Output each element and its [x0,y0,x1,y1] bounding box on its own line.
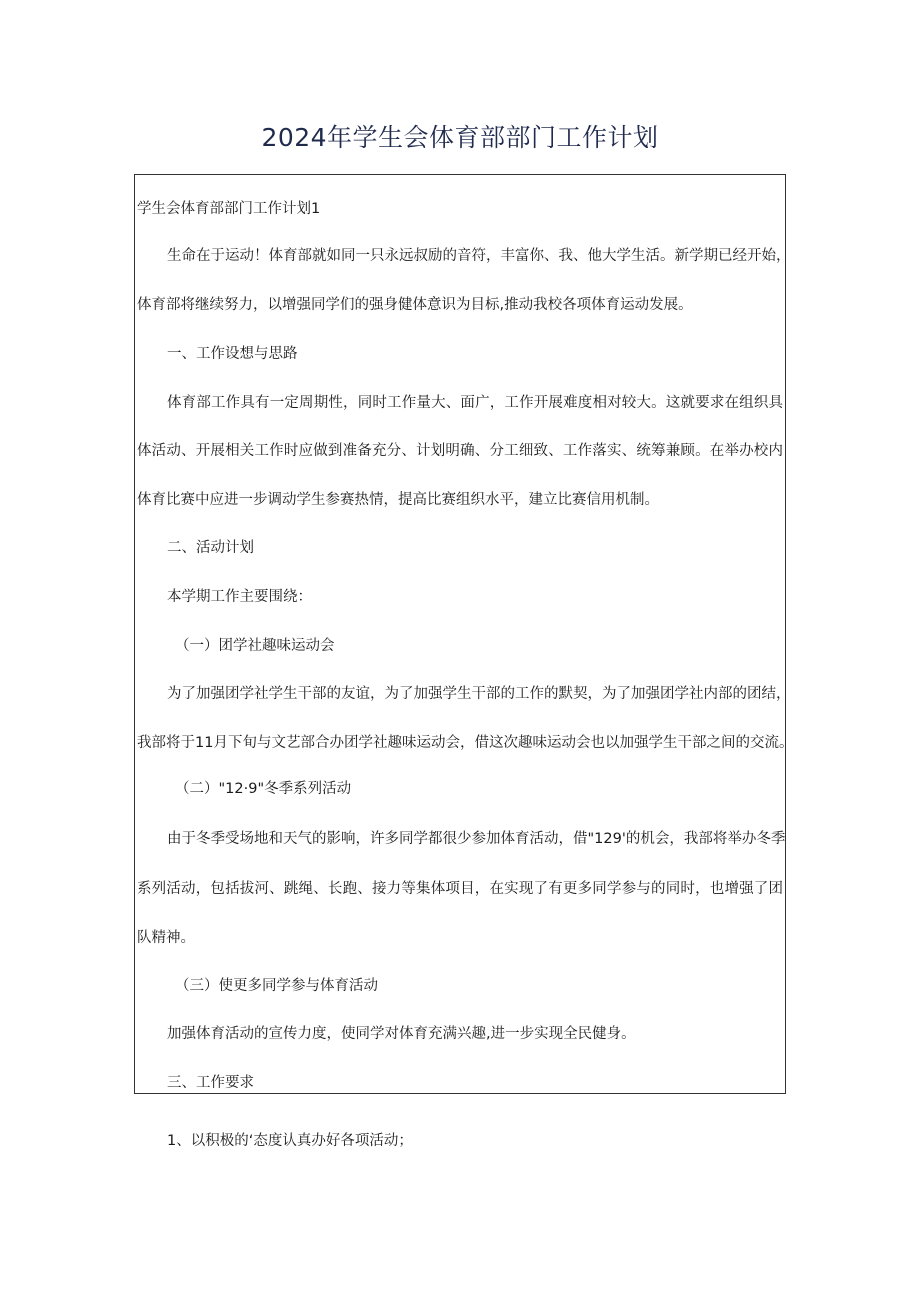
subheading-activity-3: （三）使更多同学参与体育活动 [175,978,378,994]
paragraph-activity-3: 加强体育活动的宣传力度，使同学对体育充满兴趣,进一步实现全民健身。 [167,1026,636,1042]
document-title: 2024年学生会体育部部门工作计划 [261,123,659,152]
paragraph-ideas-line-1: 体育部工作具有一定周期性，同时工作量大、面广，工作开展难度相对较大。这就要求在组织具 [167,395,783,411]
paragraph-activity-2-line-3: 队精神。 [137,930,195,946]
requirement-item-1: 1、以积极的‘态度认真办好各项活动； [167,1133,413,1149]
heading-section-1: 一、工作设想与思路 [167,346,298,362]
heading-section-3: 三、工作要求 [167,1075,254,1091]
section-heading-plan-1: 学生会体育部部门工作计划1 [137,201,321,217]
paragraph-ideas-line-2: 体活动、开展相关工作时应做到准备充分、计划明确、分工细致、工作落实、统筹兼顾。在举办校内 [137,443,783,459]
paragraph-activities-intro: 本学期工作主要围绕： [167,589,312,605]
paragraph-activity-1-line-1: 为了加强团学社学生干部的友谊，为了加强学生干部的工作的默契，为了加强团学社内部的团结， [167,686,791,702]
paragraph-intro-line-2: 体育部将继续努力，以增强同学们的强身健体意识为目标,推动我校各项体育运动发展。 [137,297,693,313]
paragraph-ideas-line-3: 体育比赛中应进一步调动学生参赛热情，提高比赛组织水平，建立比赛信用机制。 [137,492,659,508]
paragraph-intro-line-1: 生命在于运动！体育部就如同一只永远叔励的音符，丰富你、我、他大学生活。新学期已经开始， [167,248,791,264]
heading-section-2: 二、活动计划 [167,540,254,556]
subheading-activity-1: （一）团学社趣味运动会 [175,638,335,654]
subheading-activity-2: （二）"12·9"冬季系列活动 [175,781,352,797]
paragraph-activity-1-line-2: 我部将于11月下旬与文艺部合办团学社趣味运动会，借这次趣味运动会也以加强学生干部之间的交流。 [137,735,794,751]
paragraph-activity-2-line-2: 系列活动，包括拔河、跳绳、长跑、接力等集体项目，在实现了有更多同学参与的同时，也增强了团 [137,881,783,897]
paragraph-activity-2-line-1: 由于冬季受场地和天气的影响，许多同学都很少参加体育活动，借"129'的机会，我部将举办冬季 [167,831,786,847]
